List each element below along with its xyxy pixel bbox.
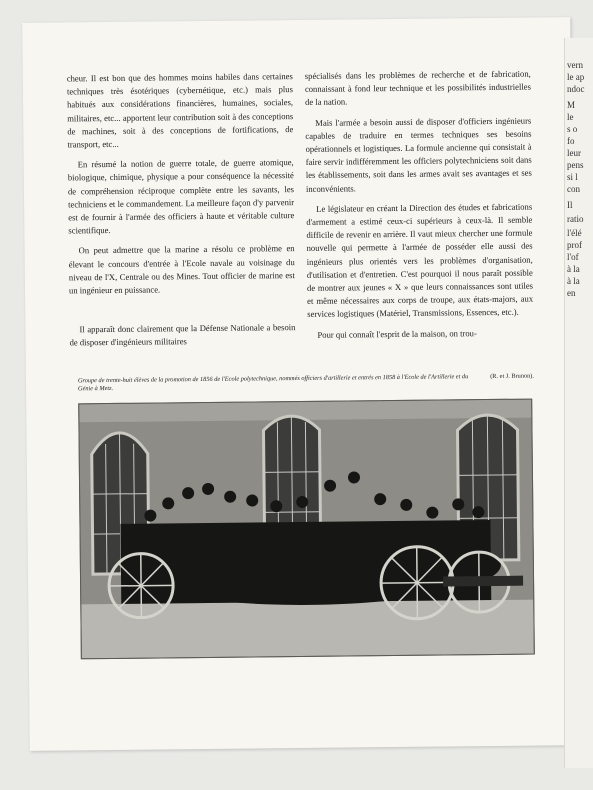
page-fragment: ratio [567,214,584,224]
page-fragment: prof [567,240,582,250]
photo-illustration [79,400,534,659]
paragraph: Il apparaît donc clairement que la Défense Nationale a besoin de disposer d'ingénieurs militaires [69,322,296,348]
paragraph: On peut admettre que la marine a résolu ce problème en élevant le concours d'entrée à l'Ecole navale au voisinage du niveau de l'X, Centrale ou des Mines. Tout officier de marine est un ingénieur en puissance. [68,243,295,296]
page-fragment: con [567,184,580,194]
page-fragment: à la [567,276,580,286]
paragraph: En résumé la notion de guerre totale, de guerre atomique, biologique, chimique, physique a pour conséquence la nécessité de compréhension réciproque complète entre les savants, les techniciens et le commandement. La meilleure façon d'y parvenir est de fournir à l'armée des officiers à haute et véritable culture scientifique. [67,157,295,236]
page-fragment: l'élé [567,228,582,238]
page-fragment: M [567,100,576,110]
caption-text: Groupe de trente-huit élèves de la promotion de 1856 de l'Ecole polytechnique, nommés officiers d'artillerie et entrés en 1858 à l'Ecole de l'Artillerie et du Génie à Metz. [77,373,469,393]
page-fragment: en [567,288,576,298]
page-fragment: ndoc [567,84,585,94]
page-fragment: pens [567,160,584,170]
historical-group-photo [78,399,535,660]
paragraph: Mais l'armée a besoin aussi de disposer d'officiers ingénieurs capables de traduire en termes techniques ses besoins opérationnels et logistiques. La formule ancienne qui consistait à faire servir indifféremment les officiers polytechniciens soit dans les établissements, soit dans les armes avait ses avantages et ses inconvénients. [305,115,532,194]
book-page [22,17,578,751]
photo-credit: (R. et J. Brunon). [490,372,534,381]
page-fragment: à la [567,264,580,274]
page-fragment: le [567,112,574,122]
page-fragment: Il [567,200,573,210]
page-fragment: l'of [567,252,579,262]
page-fragment: vern [567,60,583,70]
photo-caption [78,373,534,395]
paragraph: Le législateur en créant la Direction des études et fabrications d'armement a estimé ceux-ci supérieurs à ceux-là. Il semble difficile de revenir en arrière. Il vaut mieux chercher une formule nouvelle qui permette à l'armée de posséder elle aussi des ingénieurs plus orientés vers les problèmes d'organisation, d'utilisation et d'entretien. C'est pourquoi il nous paraît possible de montrer aux jeunes « X » que leurs connaissances sont utiles et même nécessaires aux corps de troupe, aux états-majors, aux services logistiques (Matériel, Transmissions, Essences, etc.). [306,201,534,320]
right-text-column [305,68,534,342]
page-fragment: leur [567,148,581,158]
facing-page-edge [564,38,593,768]
page-fragment: le ap [567,72,585,82]
paragraph: spécialisés dans les problèmes de recherche et de fabrication, connaissant à fond leur technique et les possibilités industrielles de la nation. [304,68,531,108]
page-fragment: si l [567,172,578,182]
paragraph: Pour qui connaît l'esprit de la maison, on trou- [317,327,477,340]
left-text-column [67,70,296,350]
paragraph: cheur. Il est bon que des hommes moins habiles dans certaines techniques très ésotériques (cybernétique, etc.) mais plus habitués aux considérations financières, humaines, sociales, militaires, etc... apportent leur contribution soit à des conceptions de machines, soit à des conceptions de fortifications, de transport, etc... [66,71,294,150]
page-fragment: s o [567,124,578,134]
page-fragment: fo [567,136,575,146]
